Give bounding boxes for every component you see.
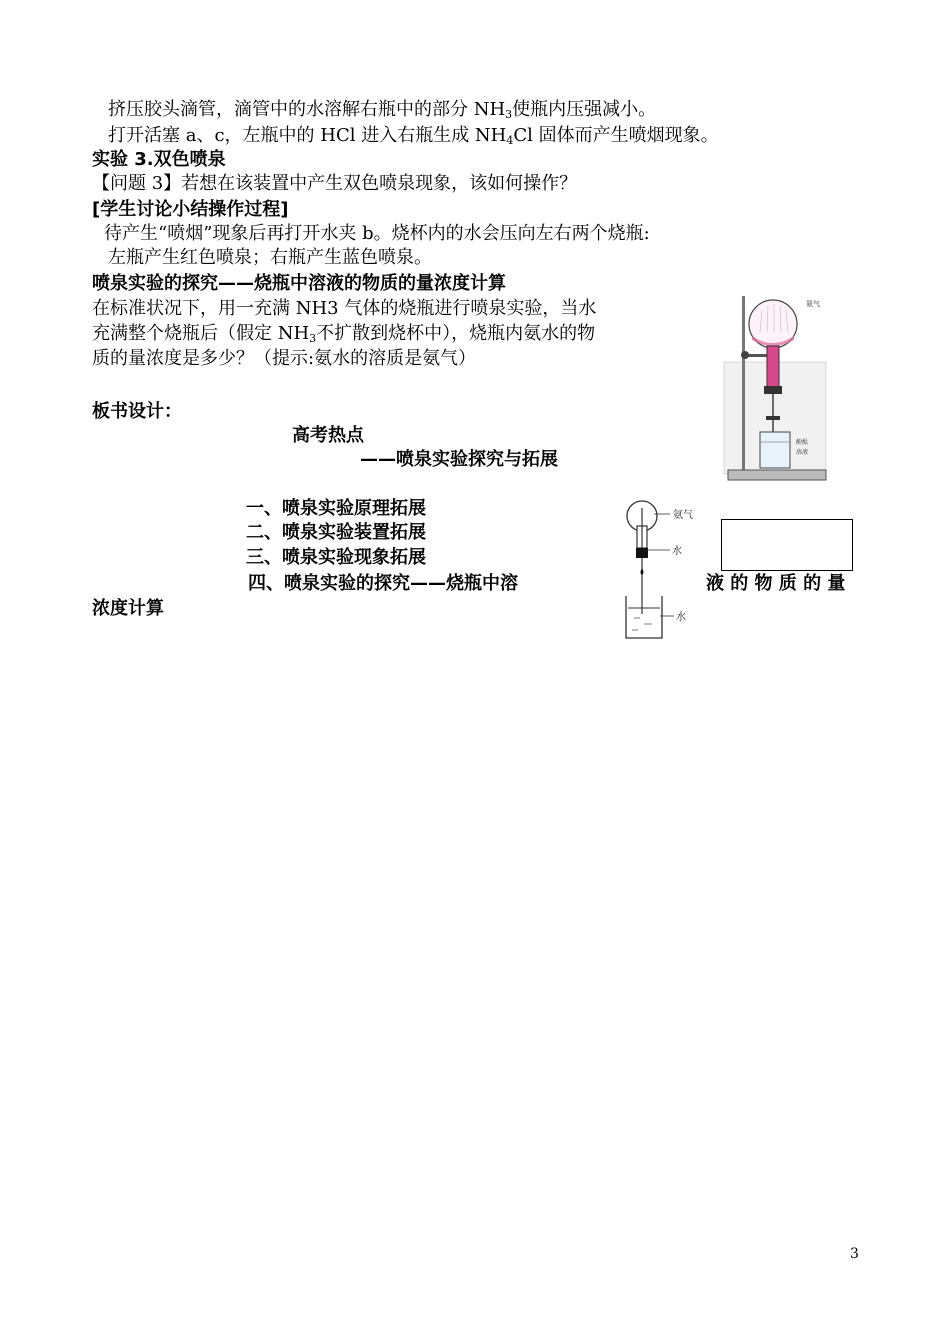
- board-item-1: 一、喷泉实验原理拓展: [246, 498, 426, 519]
- simple-fountain-figure: [618, 494, 698, 644]
- answer-box: [721, 519, 853, 571]
- discussion-heading: [学生讨论小结操作过程]: [92, 199, 289, 220]
- fountain-apparatus-figure: [722, 292, 830, 488]
- gas-label-2: 氨气: [673, 510, 693, 521]
- board-item-2: 二、喷泉实验装置拓展: [246, 522, 426, 543]
- solution-label-2: 溶液: [796, 449, 809, 456]
- heading-concentration: 喷泉实验的探究——烧瓶中溶液的物质的量浓度计算: [92, 273, 506, 294]
- problem-line-2: 充满整个烧瓶后（假定 $NH_3$不扩散到烧杯中），烧瓶内氨水的物: [92, 323, 596, 345]
- water-label-1: 水: [672, 546, 682, 557]
- board-item-3: 三、喷泉实验现象拓展: [246, 547, 426, 568]
- solution-label-1: 酚酞: [796, 439, 809, 446]
- board-item-4-part-1: 四、喷泉实验的探究——烧瓶中溶: [248, 573, 518, 594]
- board-design-label: 板书设计：: [92, 401, 182, 422]
- line-open-stopcock: 打开活塞 a、c，左瓶中的 HCl 进入右瓶生成 $NH_4Cl$ 固体而产生喷烟现象。: [108, 125, 719, 147]
- board-item-4-part-3: 浓度计算: [92, 598, 164, 619]
- water-label-2: 水: [676, 612, 686, 623]
- discussion-line-2: 左瓶产生红色喷泉；右瓶产生蓝色喷泉。: [108, 247, 432, 268]
- question-3: 【问题 3】若想在该装置中产生双色喷泉现象，该如何操作？: [92, 173, 578, 194]
- board-subtitle: ——喷泉实验探究与拓展: [360, 449, 558, 470]
- line-squeeze-dropper: 挤压胶头滴管，滴管中的水溶解右瓶中的部分 $NH_3$使瓶内压强减小。: [108, 99, 657, 121]
- board-title: 高考热点: [292, 425, 364, 446]
- discussion-line-1: 待产生“喷烟”现象后再打开水夹 b。烧杯内的水会压向左右两个烧瓶:: [104, 223, 650, 244]
- page-number: 3: [850, 1246, 859, 1262]
- problem-line-1: 在标准状况下，用一充满 NH3 气体的烧瓶进行喷泉实验，当水: [92, 298, 597, 319]
- heading-experiment-3: 实验 3.双色喷泉: [92, 149, 226, 170]
- gas-label: 氨气: [806, 300, 820, 308]
- problem-line-3: 质的量浓度是多少？（提示:氨水的溶质是氨气）: [92, 348, 477, 369]
- board-item-4-part-2: 液 的 物 质 的 量: [706, 573, 846, 594]
